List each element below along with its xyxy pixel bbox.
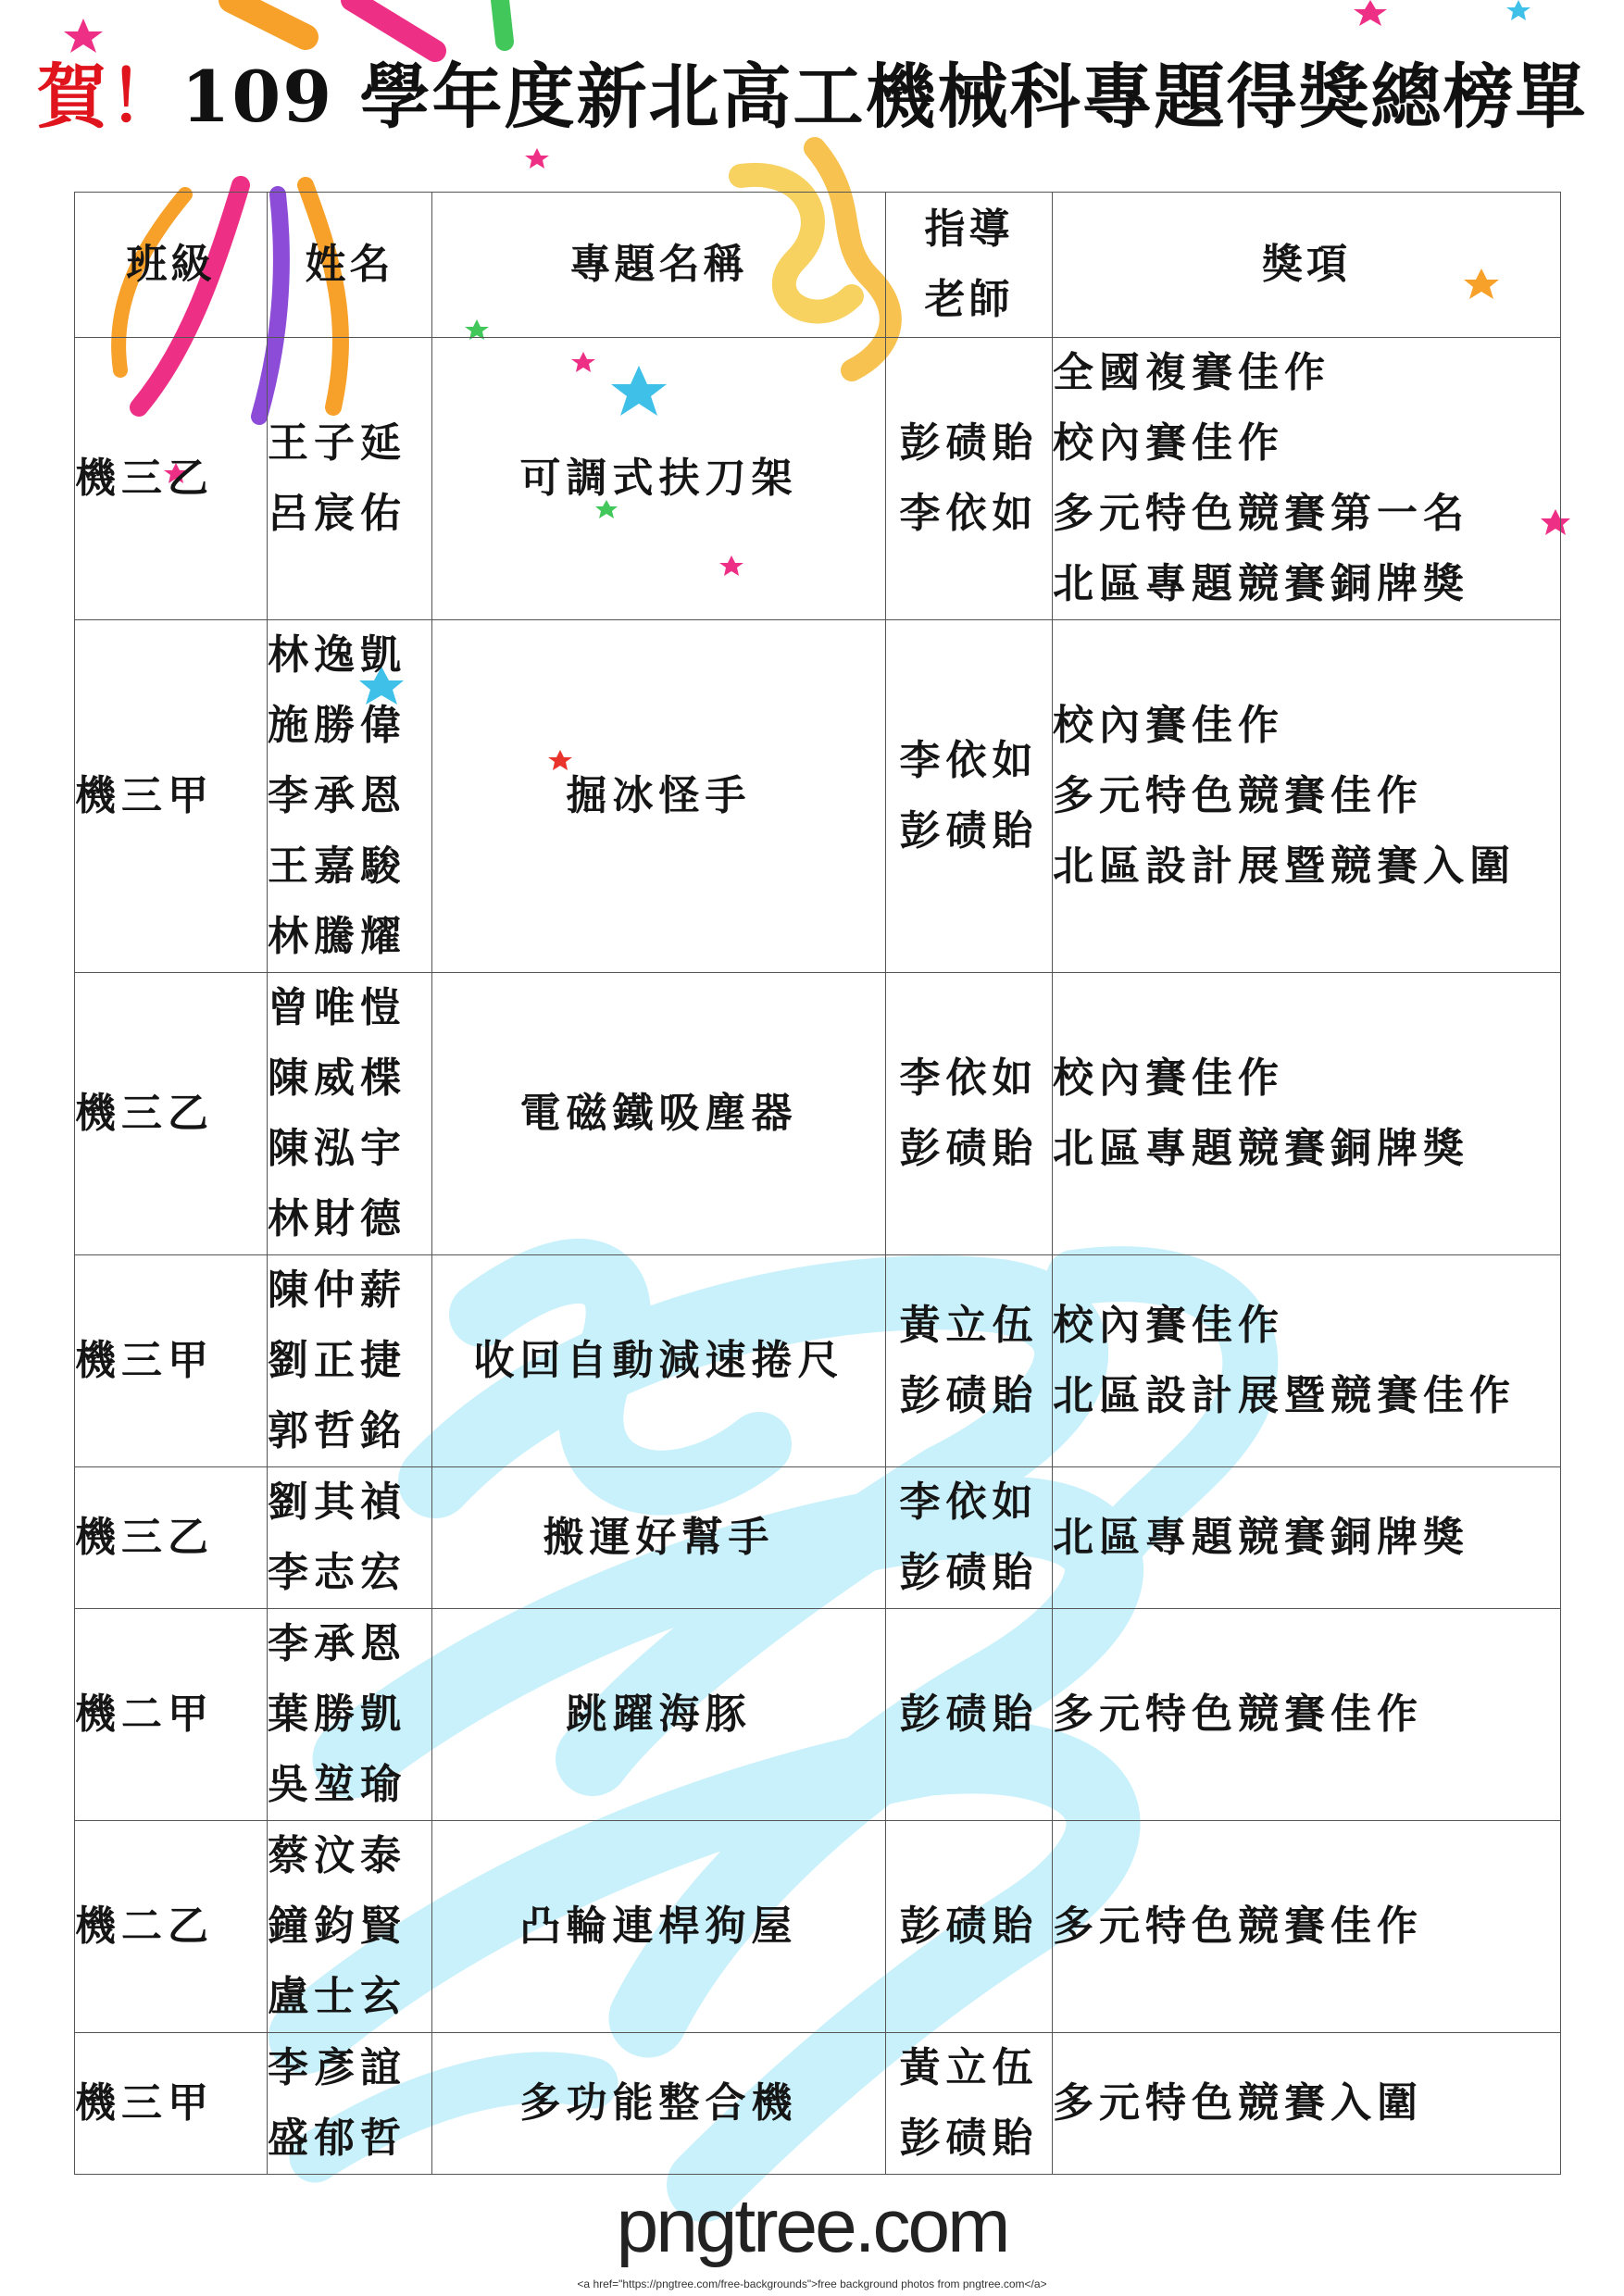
student-name: 蔡汶泰 bbox=[268, 1832, 406, 1879]
teacher-name: 彭碛貽 bbox=[899, 1691, 1039, 1738]
table-row bbox=[75, 2033, 1561, 2175]
teacher-name: 彭碛貽 bbox=[899, 1549, 1039, 1596]
project-cell: 跳躍海豚 bbox=[432, 1609, 886, 1821]
watermark-logo: pngtree.com bbox=[616, 2184, 1008, 2268]
student-name: 郭哲銘 bbox=[268, 1407, 406, 1454]
teacher-cell bbox=[886, 973, 1053, 1255]
class-cell: 機三甲 bbox=[75, 2033, 268, 2175]
teacher-name: 彭碛貽 bbox=[899, 1372, 1039, 1419]
names-cell bbox=[268, 1821, 432, 2033]
header-teacher-line: 指導 bbox=[924, 206, 1014, 253]
project-cell: 凸輪連桿狗屋 bbox=[432, 1821, 886, 2033]
class-cell: 機三乙 bbox=[75, 338, 268, 620]
award-cell bbox=[1053, 1467, 1561, 1609]
teacher-cell bbox=[886, 1821, 1053, 2033]
award-item: 多元特色競賽佳作 bbox=[1053, 1691, 1423, 1738]
student-name: 王子延 bbox=[268, 419, 406, 467]
names-cell bbox=[268, 338, 432, 620]
table-header-row bbox=[75, 193, 1561, 338]
class-cell: 機三甲 bbox=[75, 1255, 268, 1467]
table-row bbox=[75, 338, 1561, 620]
title-text: 109 學年度新北高工機械科專題得獎總榜單 bbox=[181, 56, 1588, 138]
student-name: 劉其禎 bbox=[268, 1479, 406, 1526]
award-item: 全國複賽佳作 bbox=[1053, 349, 1330, 396]
header-names: 姓名 bbox=[268, 193, 432, 338]
header-project: 專題名稱 bbox=[432, 193, 886, 338]
names-cell bbox=[268, 620, 432, 973]
table-row bbox=[75, 1467, 1561, 1609]
student-name: 劉正捷 bbox=[268, 1337, 406, 1384]
class-cell: 機三乙 bbox=[75, 973, 268, 1255]
teacher-name: 彭碛貽 bbox=[899, 1903, 1039, 1950]
student-name: 施勝偉 bbox=[268, 702, 406, 749]
teacher-name: 李依如 bbox=[899, 490, 1039, 537]
student-name: 盛郁哲 bbox=[268, 2115, 406, 2162]
award-cell bbox=[1053, 1255, 1561, 1467]
award-item: 北區專題競賽銅牌獎 bbox=[1053, 1125, 1469, 1172]
page-title bbox=[0, 41, 1624, 142]
award-item: 多元特色競賽佳作 bbox=[1053, 1903, 1423, 1950]
teacher-cell bbox=[886, 2033, 1053, 2175]
award-item: 校內賽佳作 bbox=[1053, 1054, 1284, 1102]
teacher-cell bbox=[886, 338, 1053, 620]
teacher-name: 彭碛貽 bbox=[899, 1125, 1039, 1172]
teacher-name: 黃立伍 bbox=[899, 1302, 1039, 1349]
header-teacher-line: 老師 bbox=[924, 276, 1014, 323]
title-congrats: 賀！ bbox=[36, 56, 181, 138]
names-cell bbox=[268, 1255, 432, 1467]
student-name: 盧士玄 bbox=[268, 1973, 406, 2020]
award-item: 北區專題競賽銅牌獎 bbox=[1053, 1514, 1469, 1561]
student-name: 曾唯愷 bbox=[268, 984, 406, 1031]
student-name: 葉勝凱 bbox=[268, 1691, 406, 1738]
award-item: 校內賽佳作 bbox=[1053, 1302, 1284, 1349]
names-cell bbox=[268, 973, 432, 1255]
table-body bbox=[75, 338, 1561, 2175]
student-name: 陳仲薪 bbox=[268, 1267, 406, 1314]
table-row bbox=[75, 973, 1561, 1255]
table-row bbox=[75, 1255, 1561, 1467]
award-item: 北區設計展暨競賽入圍 bbox=[1053, 842, 1516, 890]
teacher-cell bbox=[886, 1609, 1053, 1821]
student-name: 呂宸佑 bbox=[268, 490, 406, 537]
header-teacher bbox=[886, 193, 1053, 338]
student-name: 陳威楪 bbox=[268, 1054, 406, 1102]
teacher-name: 李依如 bbox=[899, 737, 1039, 784]
student-name: 鐘鈞賢 bbox=[268, 1903, 406, 1950]
teacher-name: 李依如 bbox=[899, 1054, 1039, 1102]
project-cell: 掘冰怪手 bbox=[432, 620, 886, 973]
award-cell bbox=[1053, 1609, 1561, 1821]
class-cell: 機二乙 bbox=[75, 1821, 268, 2033]
award-cell bbox=[1053, 620, 1561, 973]
class-cell: 機二甲 bbox=[75, 1609, 268, 1821]
table-row bbox=[75, 1609, 1561, 1821]
teacher-name: 彭碛貽 bbox=[899, 2115, 1039, 2162]
class-cell: 機三乙 bbox=[75, 1467, 268, 1609]
teacher-name: 李依如 bbox=[899, 1479, 1039, 1526]
student-name: 林騰耀 bbox=[268, 913, 406, 960]
award-item: 北區設計展暨競賽佳作 bbox=[1053, 1372, 1516, 1419]
student-name: 李志宏 bbox=[268, 1549, 406, 1596]
student-name: 李承恩 bbox=[268, 1620, 406, 1667]
names-cell bbox=[268, 1609, 432, 1821]
award-item: 多元特色競賽入圍 bbox=[1053, 2079, 1423, 2127]
awards-table bbox=[74, 192, 1561, 2175]
student-name: 陳泓宇 bbox=[268, 1125, 406, 1172]
teacher-name: 黃立伍 bbox=[899, 2044, 1039, 2091]
award-cell bbox=[1053, 1821, 1561, 2033]
award-cell bbox=[1053, 2033, 1561, 2175]
teacher-cell bbox=[886, 620, 1053, 973]
names-cell bbox=[268, 2033, 432, 2175]
table-row bbox=[75, 1821, 1561, 2033]
header-class: 班級 bbox=[75, 193, 268, 338]
teacher-name: 彭碛貽 bbox=[899, 419, 1039, 467]
project-cell: 可調式扶刀架 bbox=[432, 338, 886, 620]
award-item: 校內賽佳作 bbox=[1053, 419, 1284, 467]
names-cell bbox=[268, 1467, 432, 1609]
project-cell: 多功能整合機 bbox=[432, 2033, 886, 2175]
project-cell: 收回自動減速捲尺 bbox=[432, 1255, 886, 1467]
table-row bbox=[75, 620, 1561, 973]
teacher-name: 彭碛貽 bbox=[899, 807, 1039, 855]
header-award: 獎項 bbox=[1053, 193, 1561, 338]
award-cell bbox=[1053, 338, 1561, 620]
award-item: 北區專題競賽銅牌獎 bbox=[1053, 560, 1469, 607]
watermark-credit: <a href="https://pngtree.com/free-backgrounds">free background photos from pngtree.com</a> bbox=[577, 2277, 1047, 2290]
class-cell: 機三甲 bbox=[75, 620, 268, 973]
award-item: 多元特色競賽佳作 bbox=[1053, 772, 1423, 819]
student-name: 李彥誼 bbox=[268, 2044, 406, 2091]
student-name: 林逸凱 bbox=[268, 631, 406, 679]
project-cell: 搬運好幫手 bbox=[432, 1467, 886, 1609]
project-cell: 電磁鐵吸塵器 bbox=[432, 973, 886, 1255]
teacher-cell bbox=[886, 1255, 1053, 1467]
student-name: 吳堃瑜 bbox=[268, 1761, 406, 1808]
student-name: 李承恩 bbox=[268, 772, 406, 819]
award-cell bbox=[1053, 973, 1561, 1255]
teacher-cell bbox=[886, 1467, 1053, 1609]
award-item: 校內賽佳作 bbox=[1053, 702, 1284, 749]
award-item: 多元特色競賽第一名 bbox=[1053, 490, 1469, 537]
student-name: 林財德 bbox=[268, 1195, 406, 1242]
student-name: 王嘉駿 bbox=[268, 842, 406, 890]
